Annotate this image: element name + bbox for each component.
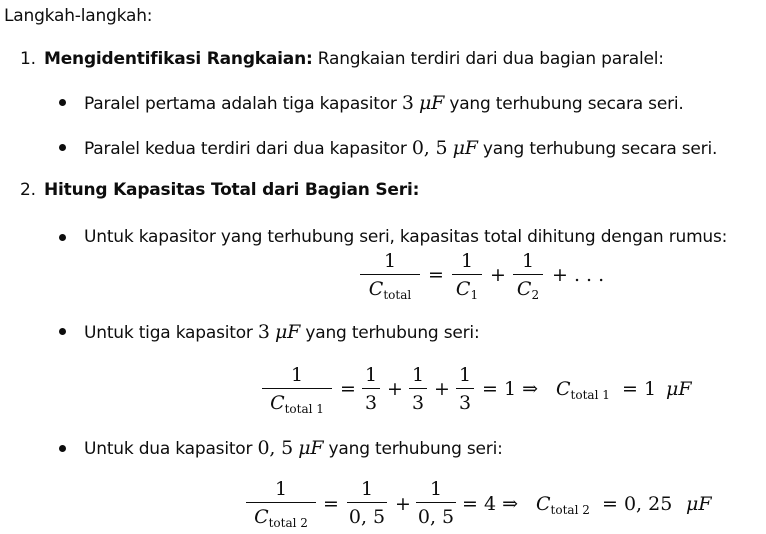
inline-math-unit: μF	[275, 321, 301, 343]
fraction: 1 3	[362, 364, 380, 414]
step-1-bullet-1	[84, 92, 684, 114]
step-1-text: Rangkaian terdiri dari dua bagian paralel:	[312, 49, 664, 69]
section-heading: Langkah-langkah:	[4, 6, 153, 26]
step-2-title: Hitung Kapasitas Total dari Bagian Seri:	[44, 180, 420, 200]
fraction: 1 3	[409, 364, 427, 414]
bullet-dot	[59, 328, 66, 335]
inline-math-unit: μF	[298, 437, 324, 459]
fraction: 1 $C_{total 2}$	[246, 478, 316, 534]
bullet-text: Paralel pertama adalah tiga kapasitor	[84, 94, 402, 114]
fraction: 1 $C_{total 1}$	[262, 364, 332, 420]
bullet-text: yang terhubung secara seri.	[477, 139, 718, 159]
step-2-bullet-3	[84, 437, 503, 459]
inline-math-unit: μF	[419, 92, 445, 114]
bullet-dot	[59, 445, 66, 452]
inline-math-value: 3	[257, 321, 270, 343]
bullet-text: Paralel kedua terdiri dari dua kapasitor	[84, 139, 412, 159]
bullet-text: Untuk dua kapasitor	[84, 439, 258, 459]
step-2-bullet-2	[84, 321, 479, 343]
bullet-text: yang terhubung seri:	[300, 323, 480, 343]
step-1-line	[44, 49, 664, 69]
bullet-dot	[59, 144, 66, 151]
bullet-dot	[59, 234, 66, 241]
fraction: 1 0, 5	[348, 478, 386, 528]
step-1-title: Mengidentifikasi Rangkaian:	[44, 49, 313, 69]
bullet-text: Untuk tiga kapasitor	[84, 323, 258, 343]
inline-math-value: 0, 5	[257, 437, 293, 459]
bullet-text: yang terhubung seri:	[323, 439, 503, 459]
fraction: 1 $C_2$	[513, 250, 543, 306]
inline-math-value: 3	[401, 92, 414, 114]
bullet-dot	[59, 99, 66, 106]
bullet-text: yang terhubung secara seri.	[444, 94, 684, 114]
fraction: 1 $C_{total}$	[360, 250, 420, 306]
fraction: 1 3	[456, 364, 474, 414]
inline-math-unit: μF	[452, 137, 478, 159]
fraction: 1 0, 5	[417, 478, 455, 528]
step-2-bullet-1: Untuk kapasitor yang terhubung seri, kapasitas total dihitung dengan rumus:	[84, 227, 728, 247]
step-2-number: 2.	[20, 180, 36, 200]
step-1-bullet-2	[84, 137, 717, 159]
inline-math-value: 0, 5	[411, 137, 448, 159]
step-1-number: 1.	[20, 49, 36, 69]
fraction: 1 $C_1$	[452, 250, 482, 306]
